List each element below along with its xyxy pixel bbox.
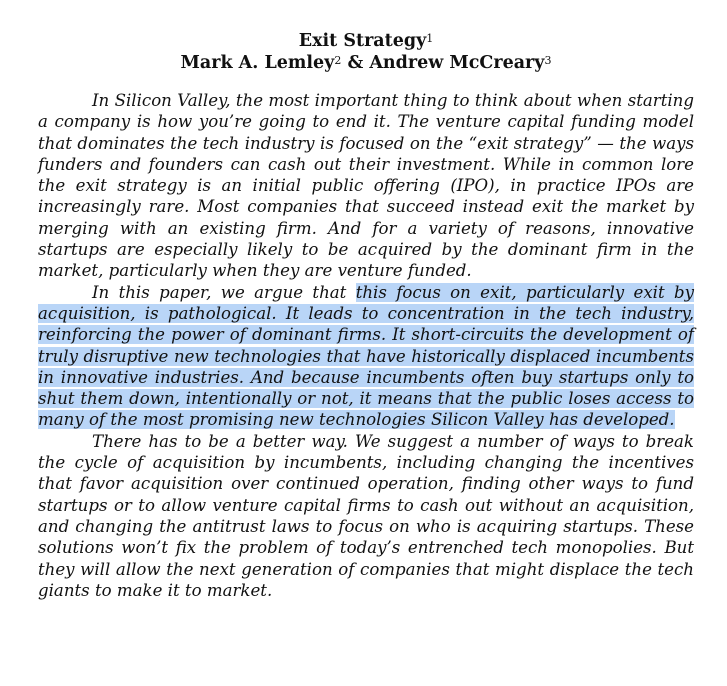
author-mccreary-footnote-marker: 3 xyxy=(544,54,552,67)
author-lemley: Mark A. Lemley xyxy=(180,53,335,73)
abstract xyxy=(38,90,694,601)
title-footnote-marker: 1 xyxy=(426,32,434,45)
paper-title: Exit Strategy xyxy=(298,31,427,51)
abstract-paragraph-1[interactable]: In Silicon Valley, the most important thing to think about when starting a company is how you’re going to end it. The venture capital funding model that dominates the tech industry is focused on the “exit strategy” — the ways funders and founders can cash out their investment. While in common lore the exit strategy is an initial public offering (IPO), in practice IPOs are increasingly rare. Most companies that succeed instead exit the market by merging with an existing firm. And for a variety of reasons, innovative startups are especially likely to be acquired by the dominant firm in the market, particularly when they are venture funded. xyxy=(38,91,694,281)
authors-line xyxy=(38,52,694,74)
paper-title-line xyxy=(38,30,694,52)
author-connector: & xyxy=(341,53,370,73)
title-block xyxy=(38,30,694,74)
paragraph-2-lead[interactable]: In this paper, we argue that xyxy=(92,282,356,302)
abstract-paragraph-2[interactable] xyxy=(38,282,694,431)
author-mccreary: Andrew McCreary xyxy=(369,53,545,73)
selected-text-highlight[interactable]: this focus on exit, particularly exit by acquisition, is pathological. It leads to concentration in the tech industry, reinforcing the power of dominant firms. It short-circuits the development of truly disruptive new technologies that have historically displaced incumbents in innovative industries. And because incumbents often buy startups only to shut them down, intentionally or not, it means that the public loses access to many of the most promising new technologies Silicon Valley has developed. xyxy=(38,282,694,430)
abstract-paragraph-3[interactable]: There has to be a better way. We suggest a number of ways to break the cycle of acquisition by incumbents, including changing the incentives that favor acquisition over continued operation, finding other ways to fund startups or to allow venture capital firms to cash out without an acquisition, and changing the antitrust laws to focus on who is acquiring startups. These solutions won’t fix the problem of today’s entrenched tech monopolies. But they will allow the next generation of companies that might displace the tech giants to make it to market. xyxy=(38,431,694,600)
paper-page xyxy=(38,30,694,601)
author-lemley-footnote-marker: 2 xyxy=(334,54,342,67)
